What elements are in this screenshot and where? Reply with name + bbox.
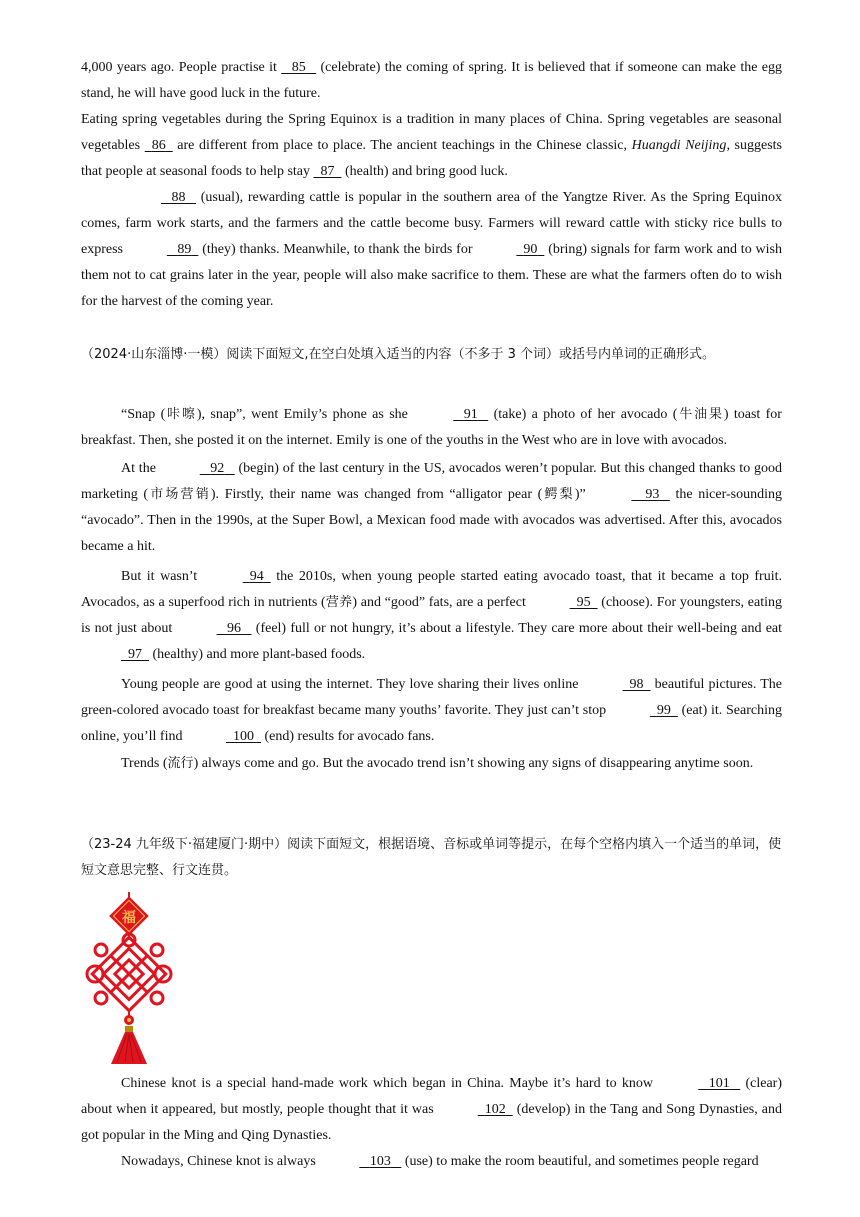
paragraph: Trends (流行) always come and go. But the avocado trend isn’t showing any signs of disappearing anytime soon. [121,756,754,771]
answer-blank: 102 [484,1102,506,1117]
paragraph: Chinese knot is a special hand-made work which began in China. Maybe it’s hard to know 101 (clear) about when it appeared, but mostly, people thought that it was 102 (develop) in the Tang and Song Dynasties, and got popular in the Ming and Qing Dynasties. [81,1071,782,1149]
answer-blank: 88 [171,190,186,205]
answer-blank: 100 [233,729,254,744]
answer-blank: 95 [576,595,591,610]
answer-blank: 98 [629,677,644,692]
answer-blank: 99 [656,703,671,718]
answer-blank: 97 [128,647,142,662]
paragraph: But it wasn’t 94 the 2010s, when young people started eating avocado toast, that it became a top fruit. Avocados, as a superfood rich in nutrients (营养) and “good” fats, are a perfect 95 (choose). For youngsters, eating is not just about 96 (feel) full or not hungry, it’s about a lifestyle. They care more about their well-being and eat 97 (healthy) and more plant-based foods. [81,564,782,668]
fu-character: 福 [122,910,136,926]
answer-blank: 93 [645,487,660,502]
answer-blank: 89 [177,242,192,257]
paragraph: 88 (usual), rewarding cattle is popular in the southern area of the Yangtze River. As the Spring Equinox comes, farm work starts, and the farmers and the cattle become busy. Farmers will reward cattle with sticky rice bulls to express 89 (they) thanks. Meanwhile, to thank the birds for 90 (bring) signals for farm work and to wish them not to cat grains later in the year, people will also make sacrifice to them. These are what the farmers often do to wish for the harvest of the coming year. [81,185,782,315]
answer-blank: 94 [249,569,264,584]
answer-blank: 92 [210,461,225,476]
paragraph: Nowadays, Chinese knot is always 103 (use) to make the room beautiful, and sometimes people regard [81,1149,782,1175]
answer-blank: 85 [291,60,306,75]
chinese-knot-icon [81,892,177,1067]
answer-blank: 103 [369,1154,391,1169]
answer-blank: 101 [708,1076,730,1091]
answer-blank: 91 [463,407,478,422]
answer-blank: 87 [320,164,335,179]
paragraph: Young people are good at using the internet. They love sharing their lives online 98 beautiful pictures. The green-colored avocado toast for breakfast became many youths’ favorite. They just can’t stop 99 (eat) it. Searching online, you’ll find 100 (end) results for avocado fans. [81,672,782,750]
paragraph: 4,000 years ago. People practise it 85 (celebrate) the coming of spring. It is believed that if someone can make the egg stand, he will have good luck in the future. [81,55,782,107]
book-title: Huangdi Neijing [631,138,727,153]
paragraph: At the 92 (begin) of the last century in the US, avocados weren’t popular. But this changed thanks to good marketing (市场营销). Firstly, their name was changed from “alligator pear (鳄梨)” 93 the nicer-sounding “avocado”. Then in the 1990s, at the Super Bowl, a Mexican food made with avocados was advertised. After this, avocados became a hit. [81,456,782,560]
answer-blank: 90 [523,242,538,257]
section-heading: （2024·山东淄博·一模）阅读下面短文,在空白处填入适当的内容（不多于 3 个词）或括号内单词的正确形式。 [81,347,716,362]
paragraph: Eating spring vegetables during the Spring Equinox is a tradition in many places of China. Spring vegetables are seasonal vegetables 86 are different from place to place. The ancient teachings in the Chinese classic, Huangdi Neijing, suggests that people at seasonal foods to help stay 87 (health) and bring good luck. [81,107,782,185]
section-heading: （23-24 九年级下·福建厦门·期中）阅读下面短文，根据语境、音标或单词等提示，在每个空格内填入一个适当的单词，使短文意思完整、行文连贯。 [81,837,782,878]
answer-blank: 96 [227,621,242,636]
paragraph: “Snap (咔嚓), snap”, went Emily’s phone as she 91 (take) a photo of her avocado (牛油果) toast for breakfast. Then, she posted it on the internet. Emily is one of the youths in the West who are in love with avocados. [81,402,782,454]
answer-blank: 86 [151,138,166,153]
